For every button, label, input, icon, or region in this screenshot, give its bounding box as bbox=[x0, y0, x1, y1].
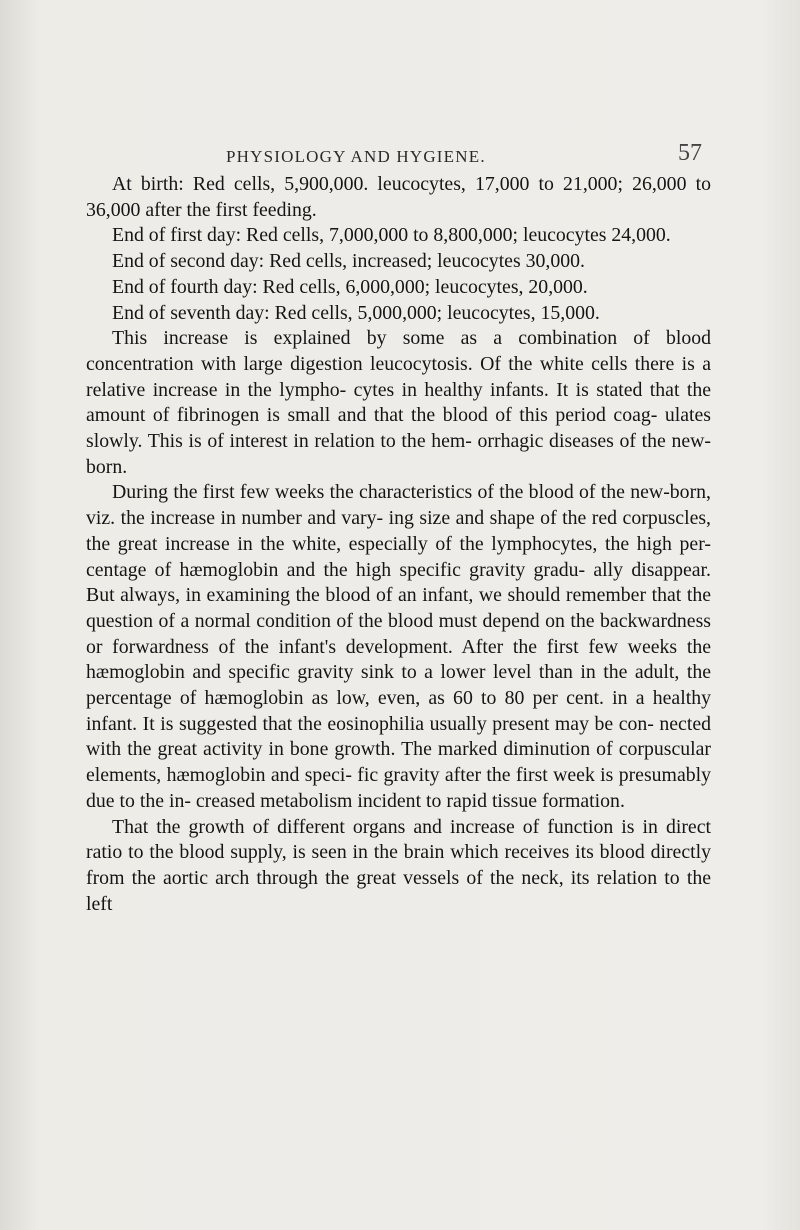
paragraph-first-few-weeks: During the first few weeks the characteristics of the blood of the new-born, viz. the increase in number and vary- ing size and shape of the red corpuscles, the great increase in the white, especially of the lymphocytes, the high per- centage of hæmoglobin and the high specific gravity gradu- ally disappear. But always, in examining the blood of an infant, we should remember that the question of a normal condition of the blood must depend on the backwardness or forwardness of the infant's development. After the first few weeks the hæmoglobin and specific gravity sink to a lower level than in the adult, the percentage of hæmoglobin as low, even, as 60 to 80 per cent. in a healthy infant. It is suggested that the eosinophilia usually present may be con- nected with the great activity in bone growth. The marked diminution of corpuscular elements, hæmoglobin and speci- fic gravity after the first week is presumably due to the in- creased metabolism incident to rapid tissue formation. bbox=[86, 481, 711, 812]
paragraph-first-day: End of first day: Red cells, 7,000,000 to 8,800,000; leucocytes 24,000. bbox=[112, 224, 671, 247]
paragraph-at-birth: At birth: Red cells, 5,900,000. leucocytes, 17,000 to 21,000; 26,000 to 36,000 after the first feeding. bbox=[86, 173, 711, 221]
paragraph-increase-explained: This increase is explained by some as a combination of blood concentration with large digestion leucocytosis. Of the white cells there is a relative increase in the lympho- cytes in healthy infants. It is stated that the amount of fibrinogen is small and that the blood of this period coag- ulates slowly. This is of interest in relation to the hem- orrhagic diseases of the new-born. bbox=[86, 327, 711, 478]
paragraph-fourth-day: End of fourth day: Red cells, 6,000,000; leucocytes, 20,000. bbox=[112, 275, 588, 298]
running-header: PHYSIOLOGY AND HYGIENE. bbox=[226, 147, 486, 166]
page-number: 57 bbox=[678, 140, 702, 166]
body-text bbox=[86, 172, 711, 917]
paragraph-second-day: End of second day: Red cells, increased; leucocytes 30,000. bbox=[112, 250, 585, 273]
paragraph-growth-of-organs: That the growth of different organs and increase of function is in direct ratio to the blood supply, is seen in the brain which receives its blood directly from the aortic arch through the great vessels of the neck, its relation to the left bbox=[86, 815, 711, 915]
paragraph-seventh-day: End of seventh day: Red cells, 5,000,000; leucocytes, 15,000. bbox=[112, 301, 600, 324]
